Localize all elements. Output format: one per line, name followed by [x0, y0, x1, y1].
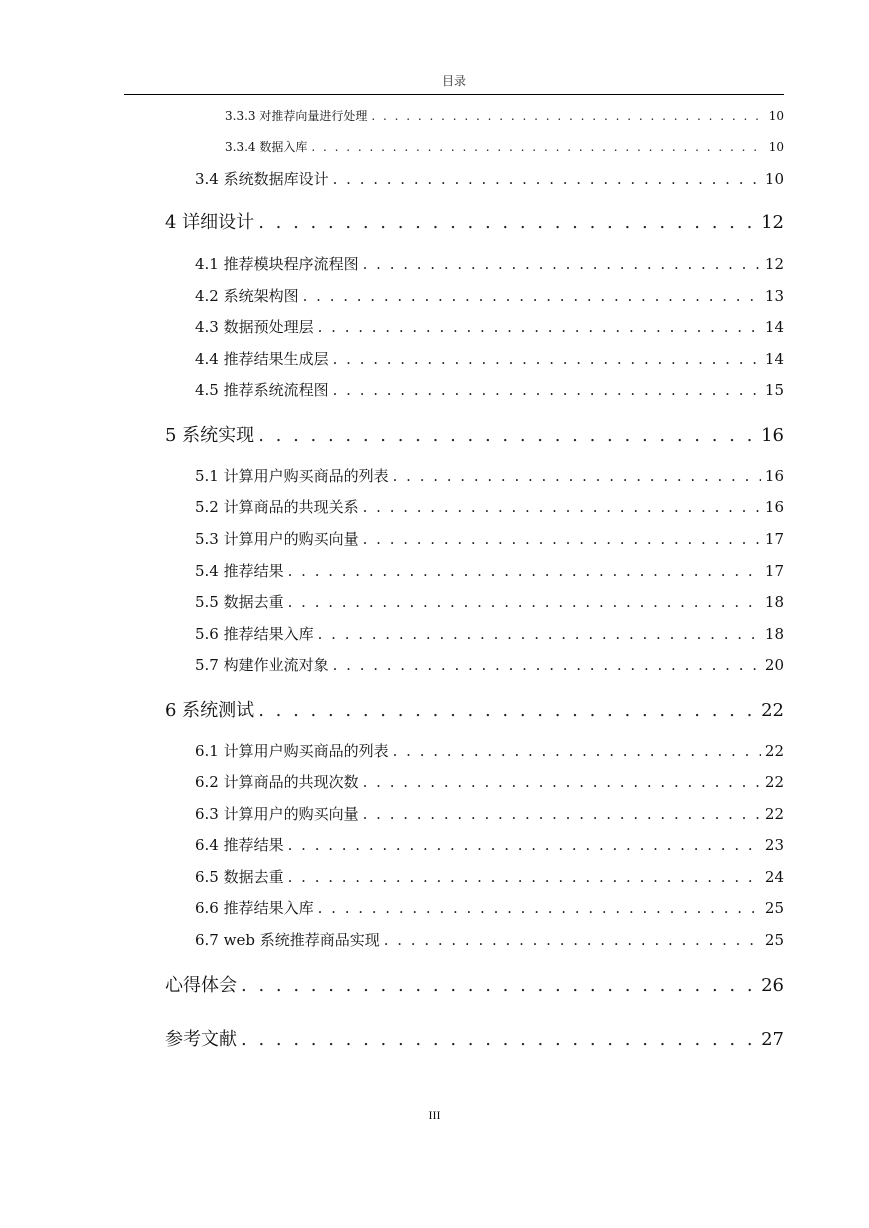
page-number: III [428, 1108, 441, 1122]
toc-leader-dots [333, 656, 761, 674]
toc-entry-label: 6.3 计算用户的购买向量 [195, 805, 359, 823]
toc-leader-dots [393, 742, 761, 760]
toc-entry-4-1[interactable] [195, 253, 784, 274]
toc-entry-label: 4.4 推荐结果生成层 [195, 350, 329, 368]
toc-entry-label: 5.6 推荐结果入库 [195, 625, 314, 643]
toc-entry-label: 5 系统实现 [165, 425, 255, 446]
toc-entry-label: 6.5 数据去重 [195, 868, 284, 886]
toc-leader-dots [318, 625, 761, 643]
toc-entry-references[interactable] [165, 1025, 784, 1051]
toc-entry-5-4[interactable] [195, 560, 784, 581]
page-header-title: 目录 [441, 74, 466, 88]
toc-entry-label: 4.1 推荐模块程序流程图 [195, 255, 359, 273]
toc-entry-label: 4.3 数据预处理层 [195, 318, 314, 336]
toc-leader-dots [363, 498, 761, 516]
toc-entry-page: 25 [764, 931, 784, 949]
toc-entry-5-3[interactable] [195, 528, 784, 549]
toc-entry-6-1[interactable] [195, 740, 784, 761]
toc-entry-page: 16 [764, 498, 784, 516]
toc-entry-6-3[interactable] [195, 803, 784, 824]
toc-leader-dots [288, 593, 761, 611]
toc-entry-3-3-3[interactable] [225, 107, 784, 124]
toc-leader-dots [318, 318, 761, 336]
toc-entry-page: 10 [768, 140, 784, 154]
toc-entry-page: 13 [764, 287, 784, 305]
toc-leader-dots [384, 931, 761, 949]
toc-entry-label: 4.5 推荐系统流程图 [195, 381, 329, 399]
toc-entry-5-5[interactable] [195, 591, 784, 612]
toc-leader-dots [393, 467, 761, 485]
toc-entry-label: 5.4 推荐结果 [195, 562, 284, 580]
toc-leader-dots [241, 975, 757, 996]
toc-entry-page: 27 [761, 1029, 784, 1050]
toc-entry-label: 5.3 计算用户的购买向量 [195, 530, 359, 548]
toc-leader-dots [258, 425, 757, 446]
toc-entry-label: 4.2 系统架构图 [195, 287, 299, 305]
toc-entry-4-5[interactable] [195, 379, 784, 400]
toc-leader-dots [333, 381, 761, 399]
toc-entry-page: 25 [764, 899, 784, 917]
toc-entry-5-2[interactable] [195, 496, 784, 517]
toc-entry-page: 20 [764, 656, 784, 674]
toc-entry-label: 6.2 计算商品的共现次数 [195, 773, 359, 791]
toc-entry-label: 6.7 web 系统推荐商品实现 [195, 931, 380, 949]
toc-entry-page: 14 [764, 350, 784, 368]
toc-entry-5-1[interactable] [195, 465, 784, 486]
toc-entry-page: 18 [764, 625, 784, 643]
toc-entry-chapter-4[interactable] [165, 208, 784, 234]
toc-leader-dots [333, 350, 761, 368]
toc-leader-dots [311, 140, 764, 154]
toc-entry-page: 16 [764, 467, 784, 485]
toc-entry-label: 6 系统测试 [165, 700, 255, 721]
toc-entry-label: 参考文献 [165, 1029, 237, 1050]
toc-entry-reflections[interactable] [165, 971, 784, 997]
toc-entry-label: 5.2 计算商品的共现关系 [195, 498, 359, 516]
toc-entry-page: 18 [764, 593, 784, 611]
toc-entry-4-2[interactable] [195, 285, 784, 306]
toc-leader-dots [363, 805, 761, 823]
toc-entry-label: 5.7 构建作业流对象 [195, 656, 329, 674]
toc-entry-page: 26 [761, 975, 784, 996]
toc-entry-label: 4 详细设计 [165, 212, 255, 233]
toc-entry-page: 12 [761, 212, 784, 233]
toc-entry-label: 6.4 推荐结果 [195, 836, 284, 854]
toc-entry-3-3-4[interactable] [225, 138, 784, 155]
toc-leader-dots [258, 212, 757, 233]
toc-entry-chapter-5[interactable] [165, 421, 784, 447]
toc-entry-label: 3.3.4 数据入库 [225, 140, 308, 154]
toc-entry-6-5[interactable] [195, 866, 784, 887]
toc-entry-page: 22 [764, 773, 784, 791]
toc-entry-page: 16 [761, 425, 784, 446]
toc-leader-dots [288, 562, 761, 580]
toc-leader-dots [288, 868, 761, 886]
toc-leader-dots [288, 836, 761, 854]
toc-entry-label: 6.6 推荐结果入库 [195, 899, 314, 917]
toc-entry-4-4[interactable] [195, 348, 784, 369]
toc-entry-chapter-6[interactable] [165, 696, 784, 722]
toc-entry-6-7[interactable] [195, 929, 784, 950]
toc-entry-label: 5.1 计算用户购买商品的列表 [195, 467, 389, 485]
toc-entry-6-4[interactable] [195, 834, 784, 855]
toc-entry-3-4[interactable] [195, 168, 784, 189]
toc-entry-label: 心得体会 [165, 975, 237, 996]
toc-entry-page: 24 [764, 868, 784, 886]
toc-entry-6-2[interactable] [195, 771, 784, 792]
toc-entry-label: 3.4 系统数据库设计 [195, 170, 329, 188]
toc-entry-page: 22 [764, 742, 784, 760]
toc-entry-label: 6.1 计算用户购买商品的列表 [195, 742, 389, 760]
toc-leader-dots [241, 1029, 757, 1050]
toc-entry-4-3[interactable] [195, 316, 784, 337]
toc-leader-dots [363, 773, 761, 791]
toc-leader-dots [258, 700, 757, 721]
toc-entry-page: 12 [764, 255, 784, 273]
toc-entry-5-6[interactable] [195, 623, 784, 644]
toc-entry-6-6[interactable] [195, 897, 784, 918]
toc-entry-page: 23 [764, 836, 784, 854]
toc-leader-dots [333, 170, 761, 188]
toc-entry-page: 22 [761, 700, 784, 721]
toc-entry-label: 3.3.3 对推荐向量进行处理 [225, 109, 368, 123]
toc-entry-label: 5.5 数据去重 [195, 593, 284, 611]
toc-entry-page: 17 [764, 562, 784, 580]
toc-leader-dots [371, 109, 764, 123]
toc-entry-page: 17 [764, 530, 784, 548]
toc-entry-page: 14 [764, 318, 784, 336]
toc-entry-5-7[interactable] [195, 654, 784, 675]
toc-leader-dots [318, 899, 761, 917]
toc-entry-page: 15 [764, 381, 784, 399]
toc-entry-page: 10 [768, 109, 784, 123]
toc-leader-dots [303, 287, 761, 305]
toc-leader-dots [363, 255, 761, 273]
toc-leader-dots [363, 530, 761, 548]
toc-entry-page: 10 [764, 170, 784, 188]
toc-entry-page: 22 [764, 805, 784, 823]
